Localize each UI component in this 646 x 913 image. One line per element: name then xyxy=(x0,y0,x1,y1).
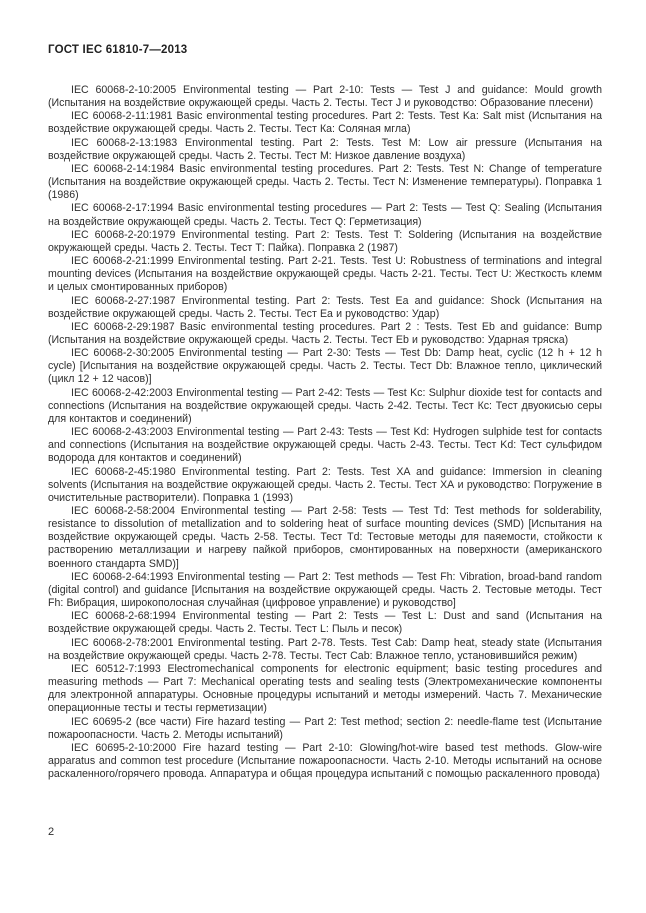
standard-reference-paragraph: IEC 60068-2-13:1983 Environmental testing. Part 2: Tests. Test M: Low air pressure (Испытания на воздействие окружающей среды. Часть 2. Тесты. Тест М: Низкое давление воздуха) xyxy=(48,136,602,162)
standard-reference-paragraph: IEC 60068-2-21:1999 Environmental testing. Part 2-21. Tests. Test U: Robustness of terminations and integral mounting devices (Испытания на воздействие окружающей среды. Часть 2-21. Тесты. Тест U: Жесткость клемм и целых смонтированных приборов) xyxy=(48,255,602,294)
standard-reference-paragraph: IEC 60695-2-10:2000 Fire hazard testing — Part 2-10: Glowing/hot-wire based test methods. Glow-wire apparatus and common test procedure (Испытание пожароопасности. Часть 2-10. Методы испытаний на основе раскаленного/горячего провода. Аппаратура и общая процедура испытаний с помощью раскаленного провода) xyxy=(48,741,602,781)
standard-reference-paragraph: IEC 60068-2-30:2005 Environmental testing — Part 2-30: Tests — Test Db: Damp heat, cyclic (12 h + 12 h cycle) [Испытания на воздействие окружающей среды. Часть 2. Тесты. Тест Db: Влажное тепло, циклический (цикл 12 + 12 часов)] xyxy=(48,347,602,386)
standard-reference-paragraph: IEC 60695-2 (все части) Fire hazard testing — Part 2: Test method; section 2: needle-flame test (Испытание пожароопасности. Часть 2. Методы испытаний) xyxy=(48,715,602,741)
standard-reference-paragraph: IEC 60068-2-45:1980 Environmental testing. Part 2: Tests. Test XA and guidance: Immersion in cleaning solvents (Испытания на воздействие окружающей среды. Часть 2. Тесты. Тест ХА и руководство: Погружение в очистительные растворители). Поправка 1 (1993) xyxy=(48,465,602,504)
standard-reference-paragraph: IEC 60068-2-58:2004 Environmental testing — Part 2-58: Tests — Test Td: Test methods for solderability, resistance to dissolution of metallization and to soldering heat of surface mounting devices (SMD) [Испытания на воздействие окружающей среды. Часть 2-58. Тесты. Тест Td: Тестовые методы для паяемости, стойкости к растворению металлизации и нагреву пайкой приборов, смонтированных на поверхности (американского военного стандарта SMD)] xyxy=(48,505,602,570)
page-number: 2 xyxy=(48,826,55,838)
standard-reference-paragraph: IEC 60068-2-17:1994 Basic environmental testing procedures — Part 2: Tests — Test Q: Sealing (Испытания на воздействие окружающей среды. Часть 2. Тесты. Тест Q: Герметизация) xyxy=(48,202,602,228)
standard-reference-paragraph: IEC 60068-2-64:1993 Environmental testing — Part 2: Test methods — Test Fh: Vibration, broad-band random (digital control) and guidance [Испытания на воздействие окружающей среды. Часть 2. Тестовые методы. Тест Fh: Вибрация, широкополосная случайная (цифровое управление) и руководство] xyxy=(48,570,602,610)
standard-reference-paragraph: IEC 60068-2-42:2003 Environmental testing — Part 2-42: Tests — Test Kc: Sulphur dioxide test for contacts and connections (Испытания на воздействие окружающей среды. Часть 2-42. Тесты. Тест Кс: Тест двуокисью серы для контактов и соединений) xyxy=(48,386,602,425)
document-header-title: ГОСТ IEC 61810-7—2013 xyxy=(48,44,188,56)
standard-reference-paragraph: IEC 60068-2-20:1979 Environmental testing. Part 2: Tests. Test T: Soldering (Испытания на воздействие окружающей среды. Часть 2. Тесты. Тест Т: Пайка). Поправка 2 (1987) xyxy=(48,228,602,254)
standard-reference-paragraph: IEC 60068-2-29:1987 Basic environmental testing procedures. Part 2 : Tests. Test Eb and guidance: Bump (Испытания на воздействие окружающей среды. Часть 2. Тесты. Тест Eb и руководство: Ударная тряска) xyxy=(48,320,602,346)
standard-reference-paragraph: IEC 60068-2-11:1981 Basic environmental testing procedures. Part 2: Tests. Test Ka: Salt mist (Испытания на воздействие окружающей среды. Часть 2. Тесты. Тест Ка: Соляная мгла) xyxy=(48,110,602,136)
standard-reference-paragraph: IEC 60068-2-68:1994 Environmental testing — Part 2: Tests — Test L: Dust and sand (Испытания на воздействие окружающей среды. Часть 2. Тесты. Тест L: Пыль и песок) xyxy=(48,610,602,636)
standard-reference-paragraph: IEC 60068-2-43:2003 Environmental testing — Part 2-43: Tests — Test Kd: Hydrogen sulphide test for contacts and connections (Испытания на воздействие окружающей среды. Часть 2-43. Тесты. Тест Kd: Тест сульфидом водорода для контактов и соединений) xyxy=(48,426,602,465)
standard-reference-paragraph: IEC 60068-2-14:1984 Basic environmental testing procedures. Part 2: Tests. Test N: Change of temperature (Испытания на воздействие окружающей среды. Часть 2. Тесты. Тест N: Изменение температуры). Поправка 1 (1986) xyxy=(48,162,602,202)
standards-reference-list xyxy=(48,84,602,781)
standard-reference-paragraph: IEC 60068-2-10:2005 Environmental testing — Part 2-10: Tests — Test J and guidance: Mould growth (Испытания на воздействие окружающей среды. Часть 2. Тесты. Тест J и руководство: Образование плесени) xyxy=(48,84,602,110)
standard-reference-paragraph: IEC 60068-2-78:2001 Environmental testing. Part 2-78. Tests. Test Cab: Damp heat, steady state (Испытания на воздействие окружающей среды. Часть 2-78. Тесты. Тест Cab: Влажное тепло, установившийся режим) xyxy=(48,636,602,662)
standard-reference-paragraph: IEC 60068-2-27:1987 Environmental testing. Part 2: Tests. Test Ea and guidance: Shock (Испытания на воздействие окружающей среды. Часть 2. Тесты. Тест Еа и руководство: Удар) xyxy=(48,294,602,320)
standard-reference-paragraph: IEC 60512-7:1993 Electromechanical components for electronic equipment; basic testing procedures and measuring methods — Part 7: Mechanical operating tests and sealing tests (Электромеханические компоненты для электронной аппаратуры. Основные процедуры испытаний и методы измерений. Часть 7. Механические операционные тесты и тесты герметизации) xyxy=(48,662,602,715)
